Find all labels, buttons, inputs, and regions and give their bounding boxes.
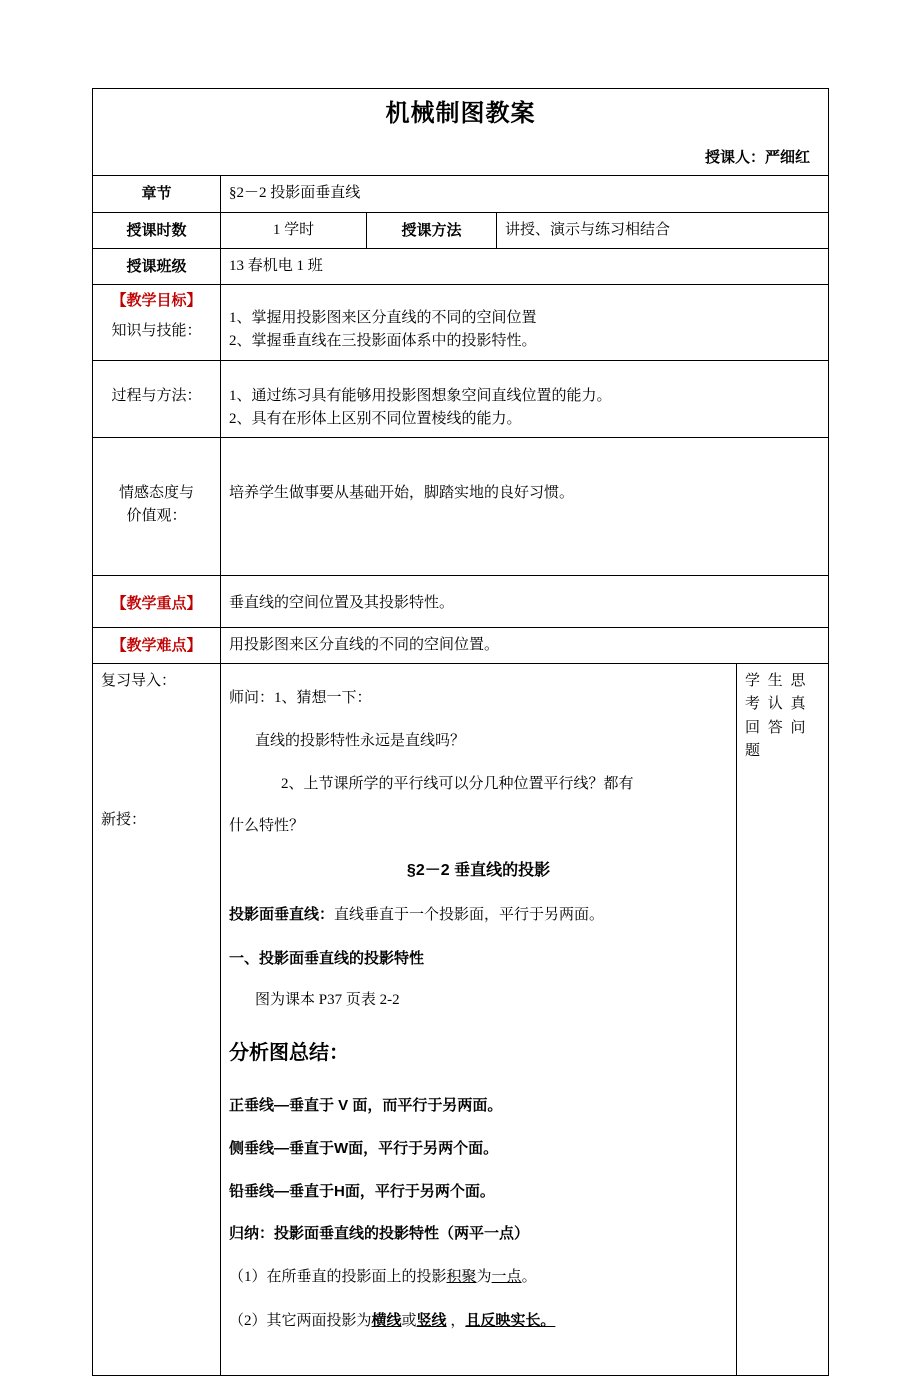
attitude-label [93,438,221,576]
point-2-underline-2: 竖线 [416,1311,447,1329]
review-line-1: 师问：1、猜想一下： [229,690,372,707]
definition-label: 投影面垂直线： [229,905,335,923]
page-title: 机械制图教案 [385,100,536,127]
title-cell [93,89,829,176]
point-2-mid-2: ， [446,1312,466,1329]
summary-line [229,1220,728,1249]
lesson-plan-table [92,88,829,1376]
chapter-label: 章节 [93,176,221,212]
analysis-line-1: 正垂线—垂直于 V 面，而平行于另两面。 [229,1097,503,1115]
process-item-1: 1、通过练习具有能够用投影图想象空间直线位置的能力。 [229,387,612,404]
teaching-goal-title: 【教学目标】 [111,292,202,310]
point-1-suffix: 。 [521,1269,537,1286]
teaching-process-row [93,664,829,1375]
process-content [221,360,829,438]
chapter-value: §2－2 投影面垂直线 [221,176,829,212]
hard-point-label: 【教学难点】 [93,627,221,663]
point-2-underline-3: 且反映实长。 [465,1311,556,1329]
teaching-process-body [221,664,737,1375]
attitude-label-line2: 价值观： [126,508,187,525]
point-2-mid: 或 [401,1312,417,1329]
analysis-line-2: 侧垂线—垂直于W面，平行于另两个面。 [229,1139,499,1157]
process-label: 过程与方法： [93,360,221,438]
class-value: 13 春机电 1 班 [221,248,829,284]
key-point-row [93,575,829,627]
part-one-heading: 一、投影面垂直线的投影特性 [229,949,425,967]
hard-point-row [93,627,829,663]
summary-label: 归纳： [229,1225,275,1243]
hours-label: 授课时数 [93,212,221,248]
title-row [93,89,829,176]
attitude-text: 培养学生做事要从基础开始，脚踏实地的良好习惯。 [229,485,575,502]
knowledge-label: 知识与技能： [111,323,202,340]
point-2 [229,1307,728,1336]
process-stage-labels [93,664,221,1375]
point-1-prefix: （1）在所垂直的投影面上的投影 [229,1269,447,1286]
point-2-underline-1: 横线 [371,1311,402,1329]
new-lesson-stage-label: 新授： [101,812,147,829]
attitude-label-line1: 情感态度与 [118,485,194,502]
review-line-4: 什么特性？ [229,818,305,835]
figure-note: 图为课本 P37 页表 2-2 [255,992,400,1009]
hard-point-text: 用投影图来区分直线的不同的空间位置。 [221,627,829,663]
point-1-mid: 为 [476,1269,492,1286]
method-label: 授课方法 [367,212,497,248]
goal-process-row [93,360,829,438]
attitude-content [221,438,829,576]
analysis-line-3: 铅垂线—垂直于H面，平行于另两个面。 [229,1182,495,1200]
knowledge-content [221,285,829,361]
hours-value: 1 学时 [221,212,367,248]
point-1 [229,1264,728,1292]
definition-line [229,901,728,930]
summary-paren: （两平一点） [439,1225,530,1243]
knowledge-item-1: 1、掌握用投影图来区分直线的不同的空间位置 [229,310,537,327]
goal-knowledge-row [93,285,829,361]
class-label: 授课班级 [93,248,221,284]
point-1-underline-1: 积聚 [446,1269,477,1286]
section-heading: §2－2 垂直线的投影 [406,862,551,880]
hours-row [93,212,829,248]
class-row [93,248,829,284]
student-activity-note: 学 生 思 考 认 真 回 答 问题 [737,664,829,1375]
goal-attitude-row [93,438,829,576]
key-point-label: 【教学重点】 [93,575,221,627]
point-1-underline-2: 一点 [491,1269,522,1286]
body-bottom-spacer [229,1351,728,1369]
review-line-3: 2、上节课所学的平行线可以分几种位置平行线？都有 [281,775,634,792]
key-point-text: 垂直线的空间位置及其投影特性。 [221,575,829,627]
analysis-heading: 分析图总结： [229,1042,349,1065]
point-2-prefix: （2）其它两面投影为 [229,1312,372,1329]
summary-title: 投影面垂直线的投影特性 [274,1225,440,1243]
definition-text: 直线垂直于一个投影面，平行于另两面。 [334,906,605,923]
review-stage-label: 复习导入： [101,673,177,690]
method-value: 讲授、演示与练习相结合 [497,212,829,248]
teaching-goal-label [93,285,221,361]
knowledge-item-2: 2、掌握垂直线在三投影面体系中的投影特性。 [229,333,537,350]
process-item-2: 2、具有在形体上区别不同位置棱线的能力。 [229,410,522,427]
review-line-2: 直线的投影特性永远是直线吗？ [255,732,466,749]
chapter-row [93,176,829,212]
teacher-line: 授课人：严细红 [705,149,811,167]
